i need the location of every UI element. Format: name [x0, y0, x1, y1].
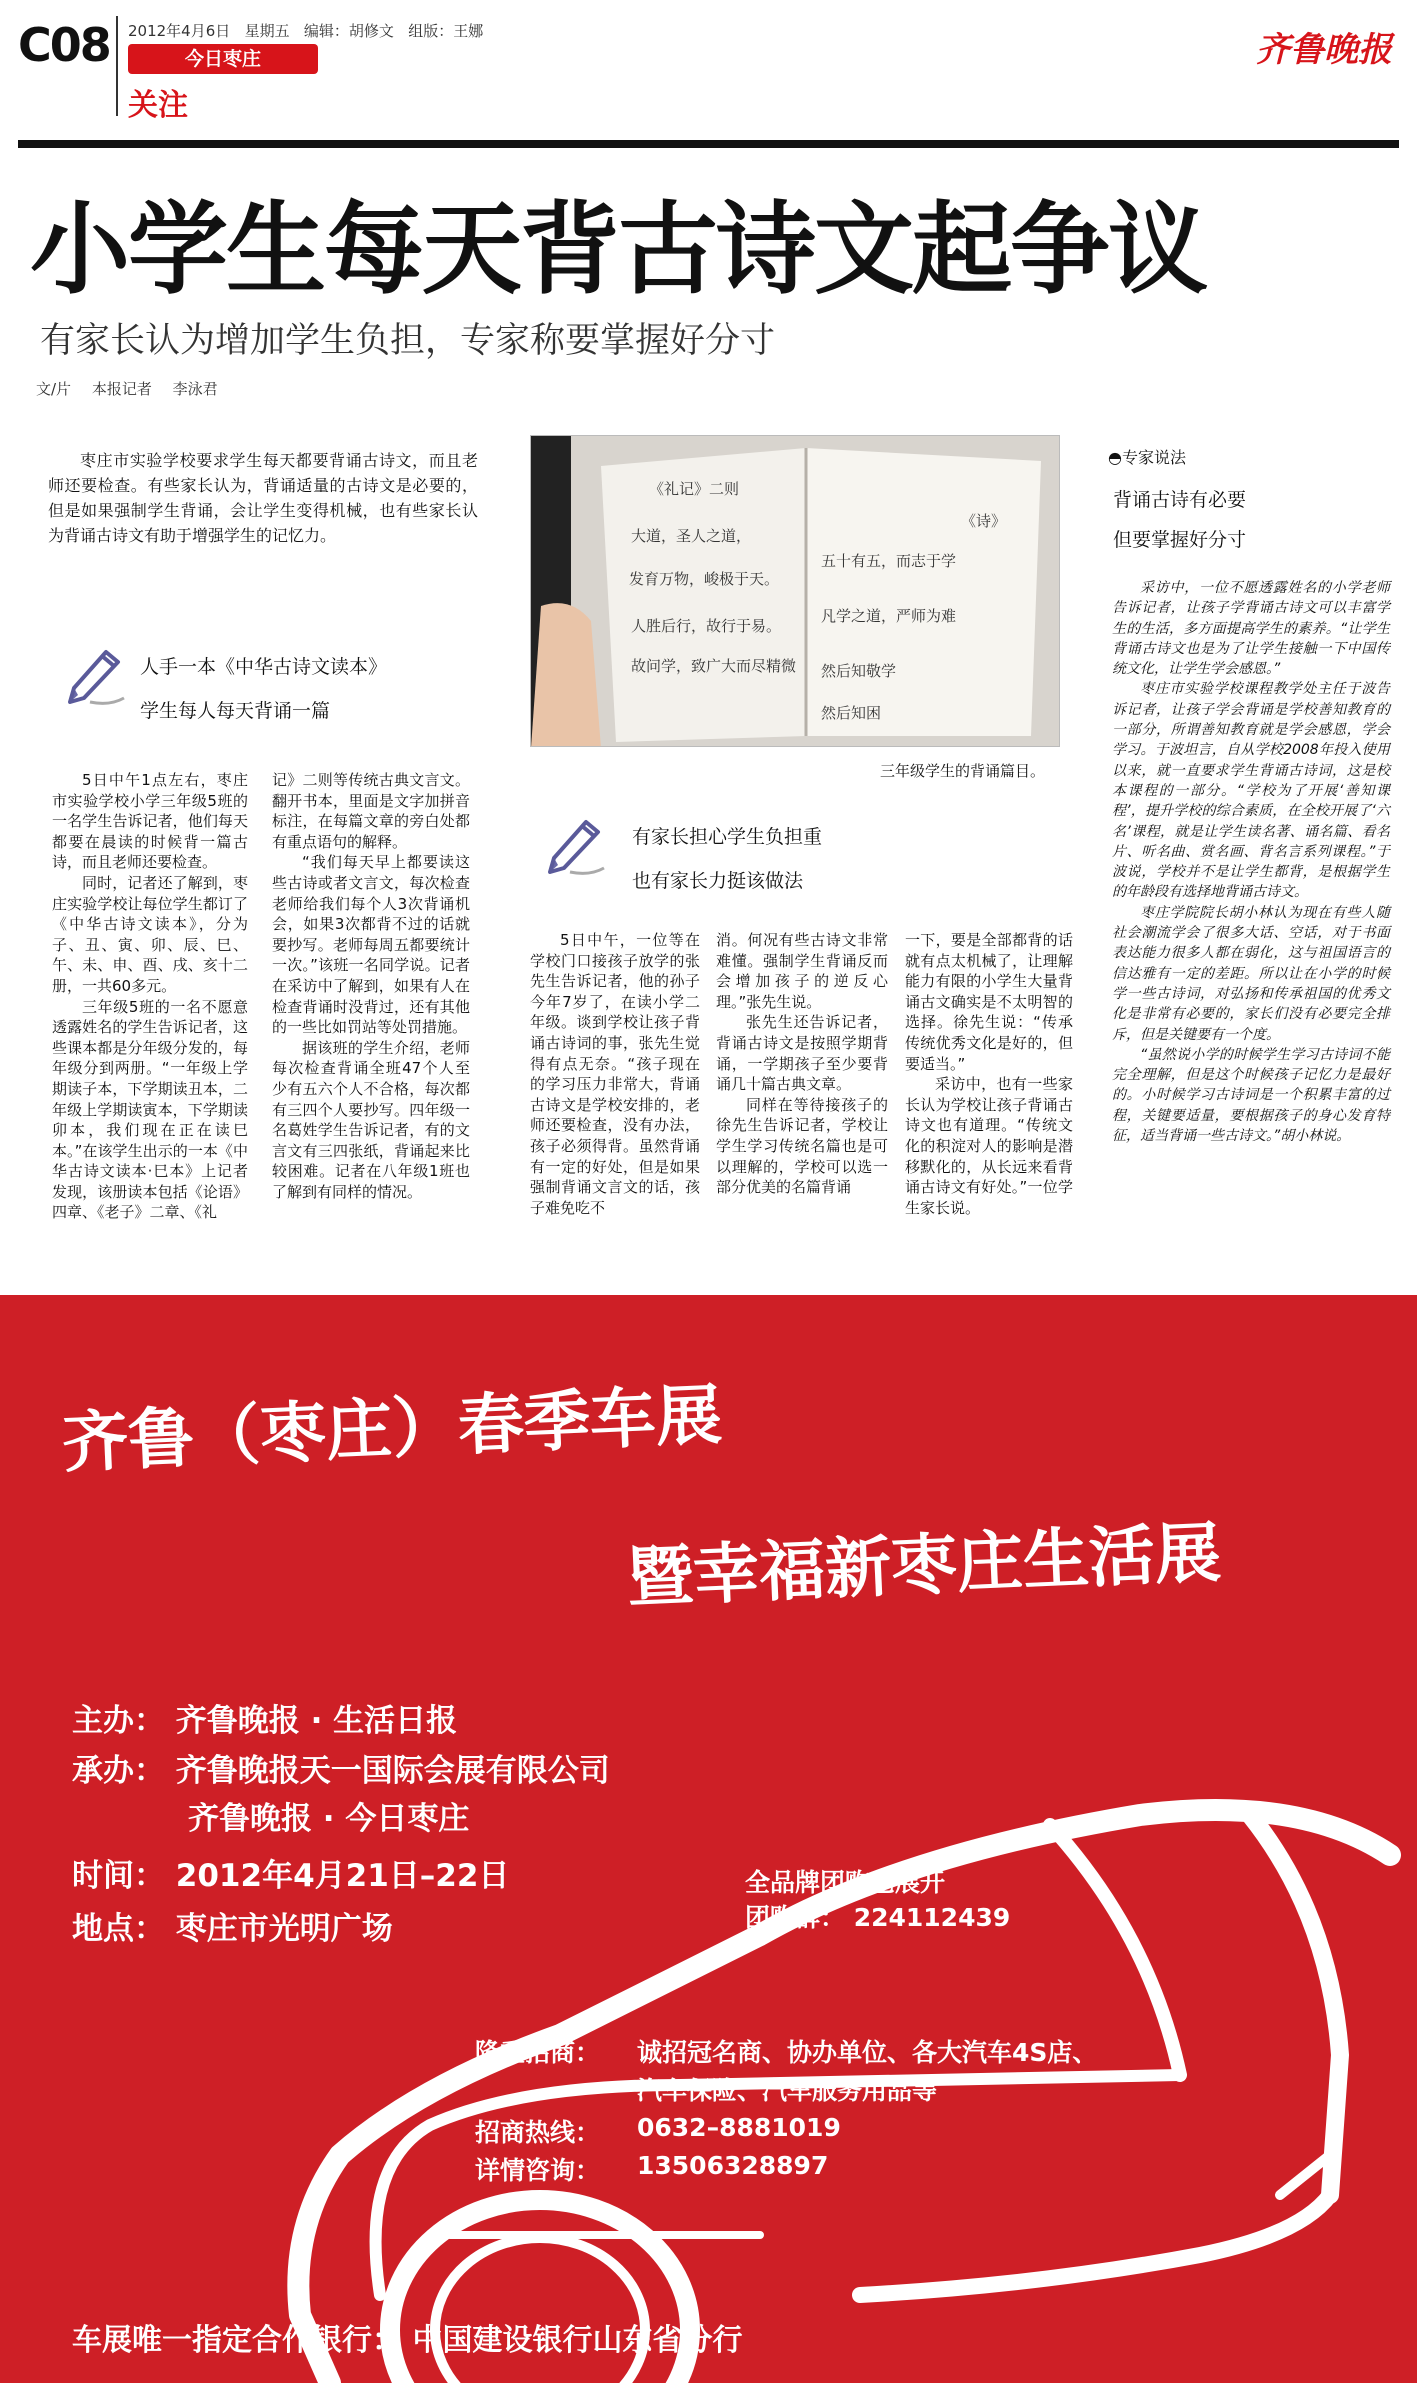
ad-invest-text-1: 诚招冠名商、协办单位、各大汽车4S店、 — [637, 2038, 1098, 2067]
section-tag: 今日枣庄 — [128, 44, 318, 74]
pencil-icon — [540, 810, 610, 880]
layout-editor: 组版：王娜 — [408, 22, 484, 40]
section-heading-2 — [632, 815, 822, 903]
byline-label: 文/片 — [36, 380, 72, 398]
section-heading-1-line1: 人手一本《中华古诗文读本》 — [140, 656, 388, 678]
issue-weekday: 星期五 — [244, 22, 290, 40]
photo-text: 大道，圣人之道， — [631, 527, 752, 545]
photo-text: 凡学之道，严师为难 — [821, 607, 957, 625]
ad-consult: 13506328897 — [637, 2151, 829, 2180]
expert-bullet-icon: ◓ — [1108, 448, 1122, 467]
section-name: 关注 — [128, 88, 188, 123]
article-column-3 — [530, 930, 700, 1218]
lead-paragraph: 枣庄市实验学校要求学生每天都要背诵古诗文，而且老师还要检查。有些家长认为，背诵适量的古诗文是必要的，但是如果强制学生背诵，会让学生变得机械，也有些家长认为背诵古诗文有助于增强学生的记忆力。 — [48, 451, 478, 545]
header-divider — [116, 16, 118, 116]
paragraph: 记》二则等传统古典文言文。翻开书本，里面是文字加拼音标注，在每篇文章的旁白处都有重点语句的解释。 — [272, 771, 470, 851]
ad-organizer: 主办： 齐鲁晚报 · 生活日报 — [72, 1703, 458, 1739]
page-meta — [128, 20, 483, 41]
photo-text: 人胜后行，故行于易。 — [631, 617, 782, 635]
byline-reporter: 本报记者 — [91, 380, 152, 398]
pencil-icon — [60, 640, 130, 710]
paragraph: 5日中午，一位等在学校门口接孩子放学的张先生告诉记者，他的孙子今年7岁了，在读小学二年级。谈到学校让孩子背诵古诗词的事，张先生觉得有点无奈。“孩子现在的学习压力非常大，背诵古诗文是学校安排的，老师还要检查，没有办法，孩子必须得背。虽然背诵有一定的好处，但是如果强制背诵文言文的话，孩子难免吃不 — [530, 931, 700, 1217]
ad-undertaker-2: 齐鲁晚报 · 今日枣庄 — [188, 1801, 470, 1837]
expert-heading-line2: 但要掌握好分寸 — [1113, 529, 1247, 551]
paragraph: 消。何况有些古诗文非常难懂。强制学生背诵反而会增加孩子的逆反心理。”张先生说。 — [716, 931, 888, 1011]
photo-text: 然后知敬学 — [821, 662, 897, 680]
ad-place: 地点： 枣庄市光明广场 — [72, 1911, 393, 1947]
photo-text: 《礼记》二则 — [649, 480, 740, 498]
article-column-1 — [52, 770, 248, 1223]
paragraph: 采访中，也有一些家长认为学校让孩子背诵古诗文也有道理。“传统文化的积淀对人的影响是潜移默化的，从长远来看背诵古诗文有好处。”一位学生家长说。 — [905, 1075, 1073, 1217]
paragraph: 枣庄市实验学校课程教学处主任于波告诉记者，让孩子学会背诵是学校善知教育的一部分，所谓善知教育就是学会感恩，学会学习。于波坦言，自从学校2008年投入使用以来，就一直要求学生背诵古诗词，这是校本课程的一部分。“学校为了开展‘善知课程’，提升学校的综合素质，在全校开展了‘六名’课程，就是让学生读名著、诵名篇、看名片、听名曲、赏名画、背名言系列课程。”于波说，学校并不是让学生都背，是根据学生的年龄段有选择地背诵古诗文。 — [1112, 681, 1390, 901]
photo-text: 故问学，致广大而尽精微 — [631, 657, 797, 675]
paragraph: 张先生还告诉记者，背诵古诗文是按照学期背诵，一学期孩子至少要背诵几十篇古典文章。 — [716, 1013, 888, 1094]
paragraph: 同样在等待接孩子的徐先生告诉记者，学校让学生学习传统名篇也是可以理解的，学校可以选一部分优美的名篇背诵 — [716, 1095, 888, 1197]
expert-column — [1112, 578, 1390, 1146]
article-photo — [530, 435, 1060, 747]
ad-undertaker: 承办： 齐鲁晚报天一国际会展有限公司 — [72, 1753, 610, 1789]
article-column-2 — [272, 770, 470, 1202]
ad-title-line1: 齐鲁（枣庄）春季车展 — [60, 1376, 724, 1482]
subheadline: 有家长认为增加学生负担，专家称要掌握好分寸 — [40, 321, 776, 361]
byline-name: 李泳君 — [172, 380, 218, 398]
photo-text: 然后知困 — [821, 704, 882, 722]
issue-date: 2012年4月6日 — [128, 22, 231, 40]
newspaper-logo: 齐鲁晚报 — [1256, 30, 1392, 70]
paragraph: “我们每天早上都要读这些古诗或者文言文，每次检查老师给我们每个人3次背诵机会，如果3次都背不过的话就要抄写。老师每周五都要统计一次。”该班一名同学说。记者在采访中了解到，如果有人在检查背诵时没背过，还有其他的一些比如罚站等处罚措施。 — [272, 853, 470, 1037]
paragraph: 三年级5班的一名不愿意透露姓名的学生告诉记者，这些课本都是分年级分发的，每年级分到两册。“一年级上学期读子本，下学期读丑本，二年级上学期读寅本，下学期读卯本，我们现在正在读巳本。”在该学生出示的一本《中华古诗文读本·巳本》上记者发现，该册读本包括《论语》四章、《老子》二章、《礼 — [52, 997, 248, 1222]
ad-bank: 车展唯一指定合作银行： 中国建设银行山东省分行 — [72, 2323, 743, 2358]
car-show-advertisement — [0, 1295, 1417, 2383]
photo-text: 五十有五，而志于学 — [821, 552, 957, 570]
article-column-4 — [716, 930, 888, 1198]
header-rule — [18, 140, 1399, 148]
section-heading-2-line2: 也有家长力挺该做法 — [632, 870, 804, 892]
ad-consult-label: 详情咨询： — [475, 2156, 601, 2185]
ad-hotline-label: 招商热线： — [475, 2118, 601, 2147]
paragraph: 一下，要是全部都背的话就有点太机械了，让理解能力有限的小学生大量背诵古文确实是不太明智的选择。徐先生说：“传承传统优秀文化是好的，但要适当。” — [905, 931, 1073, 1073]
expert-label — [1108, 445, 1186, 468]
paragraph: 据该班的学生介绍，老师每次检查背诵全班47个人至少有五六个人不合格，每次都有三四个人要抄写。四年级一名葛姓学生告诉记者，有的文言文有三四张纸，背诵起来比较困难。记者在八年级1班也了解到有同样的情况。 — [272, 1038, 470, 1201]
paragraph: 采访中，一位不愿透露姓名的小学老师告诉记者，让孩子学背诵古诗文可以丰富学生的生活，多方面提高学生的素养。“让学生背诵古诗文也是为了让学生接触一下中国传统文化，让学生学会感恩。” — [1112, 580, 1390, 678]
photo-text: 发育万物，峻极于天。 — [629, 570, 780, 588]
ad-title-line2: 暨幸福新枣庄生活展 — [625, 1514, 1223, 1617]
expert-heading-line1: 背诵古诗有必要 — [1113, 489, 1247, 511]
ad-hotline: 0632–8881019 — [637, 2113, 841, 2142]
section-heading-2-line1: 有家长担心学生负担重 — [632, 826, 823, 848]
ad-group-buy: 全品牌团购已展开 — [745, 1868, 946, 1897]
expert-label-text: 专家说法 — [1121, 448, 1186, 467]
ad-invest-label: 隆重招商： — [475, 2038, 601, 2067]
paragraph: 同时，记者还了解到，枣庄实验学校让每位学生都订了《中华古诗文读本》，分为子、丑、寅、卯、辰、巳、午、未、申、酉、戌、亥十二册，一共60多元。 — [52, 873, 248, 995]
photo-caption: 三年级学生的背诵篇目。 — [880, 762, 1046, 780]
article-column-5 — [905, 930, 1073, 1218]
ad-invest-text-2: 汽车保险、汽车服务用品等 — [637, 2076, 938, 2105]
paragraph: 枣庄学院院长胡小林认为现在有些人随社会潮流学会了很多大话、空话，对于书面表达能力很多人都在弱化，这与祖国语言的信达雅有一定的差距。所以让在小学的时候学一些古诗词，对弘扬和传承祖国的优秀文化是非常有必要的，家长们没有必要完全排斥，但是关键要有一个度。 — [1112, 904, 1390, 1043]
paragraph: “虽然说小学的时候学生学习古诗词不能完全理解，但是这个时候孩子记忆力是最好的。小时候学习古诗词是一个积累丰富的过程，关键要适量，要根据孩子的身心发育特征，适当背诵一些古诗文。”胡小林说。 — [1112, 1046, 1390, 1145]
paragraph: 5日中午1点左右，枣庄市实验学校小学三年级5班的一名学生告诉记者，他们每天都要在晨读的时候背一篇古诗，而且老师还要检查。 — [52, 771, 248, 872]
ad-time: 时间： 2012年4月21日–22日 — [72, 1858, 510, 1894]
photo-text: 《诗》 — [961, 512, 1007, 530]
ad-group-number: 团购群： 224112439 — [745, 1903, 1011, 1932]
section-heading-1 — [140, 645, 387, 733]
headline: 小学生每天背古诗文起争议 — [30, 191, 1206, 308]
section-heading-1-line2: 学生每人每天背诵一篇 — [140, 700, 331, 722]
byline — [36, 378, 234, 399]
editor: 编辑：胡修文 — [303, 22, 394, 40]
page-number: C08 — [18, 18, 110, 72]
